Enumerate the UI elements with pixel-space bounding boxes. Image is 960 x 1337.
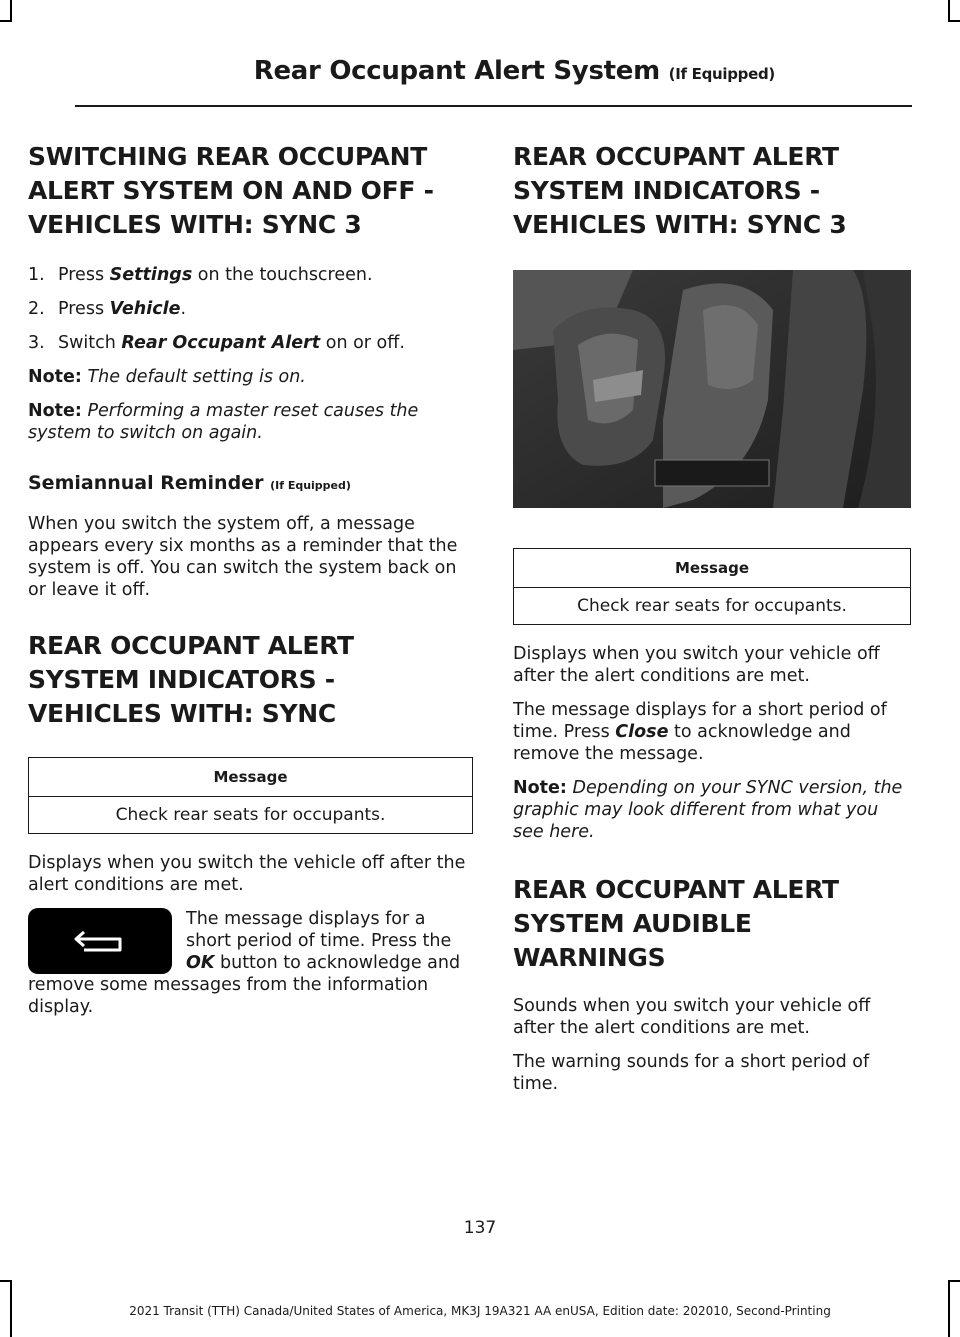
subheading-text: Semiannual Reminder [28, 472, 264, 494]
page-number: 137 [463, 1218, 497, 1238]
section-heading-indicators-sync: REAR OCCUPANT ALERT SYSTEM INDICATORS - VEHICLES WITH: SYNC [28, 631, 354, 728]
note-label: Note: [28, 367, 82, 387]
semiannual-body: When you switch the system off, a message appears every six months as a reminder that the system is off. You can switch the system back on or leave it off. [28, 514, 458, 600]
crop-mark [0, 1280, 12, 1282]
edition-line: 2021 Transit (TTH) Canada/United States of America, MK3J 19A321 AA enUSA, Edition date: 202010, Second-Printing [129, 1304, 831, 1318]
note-text: The default setting is on. [87, 367, 306, 387]
audible-body: Sounds when you switch your vehicle off after the alert conditions are met. [513, 996, 871, 1038]
right-column [513, 140, 911, 1095]
note-label: Note: [513, 778, 567, 798]
subheading-semiannual [28, 470, 473, 499]
section-heading-indicators-sync3: REAR OCCUPANT ALERT SYSTEM INDICATORS - VEHICLES WITH: SYNC 3 [513, 142, 847, 239]
ok-button-paragraph [28, 908, 473, 1018]
header-title-suffix: (If Equipped) [668, 65, 775, 83]
step-number: 1. [28, 265, 45, 285]
indicator-body: Displays when you switch your vehicle off after the alert conditions are met. [513, 644, 880, 686]
steps-list [28, 264, 473, 354]
step-text: on or off. [320, 333, 405, 353]
message-table [28, 757, 473, 834]
table-header: Message [514, 549, 911, 588]
crop-mark [948, 1280, 960, 1282]
body-text: to acknowledge and remove the message. [513, 722, 851, 764]
close-button-label: Close [615, 722, 669, 742]
header-title-text: Rear Occupant Alert System [253, 56, 660, 86]
step-item [28, 264, 473, 286]
step-emphasis: Rear Occupant Alert [121, 333, 321, 353]
crop-mark [948, 20, 960, 22]
note-master-reset [28, 400, 473, 444]
crop-mark [948, 0, 950, 22]
step-number: 3. [28, 333, 45, 353]
audible-body: The warning sounds for a short period of time. [513, 1052, 870, 1094]
section-heading-switching: SWITCHING REAR OCCUPANT ALERT SYSTEM ON AND OFF - VEHICLES WITH: SYNC 3 [28, 142, 434, 239]
step-item [28, 332, 473, 354]
note-text: Performing a master reset causes the system to switch on again. [28, 401, 419, 443]
crop-mark [0, 20, 12, 22]
step-text: Press [58, 299, 110, 319]
note-default [28, 366, 473, 388]
body-text: The message displays for a short period of time. Press [513, 700, 887, 742]
step-text: Press [58, 265, 110, 285]
return-arrow-icon [28, 908, 172, 974]
note-text: Depending on your SYNC version, the graphic may look different from what you see here. [513, 778, 903, 842]
close-paragraph [513, 699, 911, 765]
step-emphasis: Settings [109, 265, 193, 285]
step-text: Switch [58, 333, 122, 353]
message-table [513, 548, 911, 625]
subheading-suffix: (If Equipped) [270, 479, 351, 492]
table-cell: Check rear seats for occupants. [514, 588, 911, 625]
step-text: . [180, 299, 187, 319]
table-cell: Check rear seats for occupants. [29, 797, 473, 834]
note-sync-version [513, 777, 911, 843]
step-item [28, 298, 473, 320]
step-emphasis: Vehicle [109, 299, 181, 319]
body-text: The message displays for a short period of time. Press the [186, 909, 452, 951]
note-label: Note: [28, 401, 82, 421]
page-header-title [254, 56, 775, 86]
header-rule [75, 105, 912, 107]
rear-seat-photo [513, 270, 911, 508]
table-header: Message [29, 758, 473, 797]
step-number: 2. [28, 299, 45, 319]
ok-button-label: OK [186, 953, 215, 973]
crop-mark [10, 0, 12, 22]
body-text: button to acknowledge and remove some messages from the information display. [28, 953, 461, 1017]
indicator-body: Displays when you switch the vehicle off after the alert conditions are met. [28, 853, 466, 895]
left-column [28, 140, 473, 1018]
step-text: on the touchscreen. [192, 265, 373, 285]
section-heading-audible: REAR OCCUPANT ALERT SYSTEM AUDIBLE WARNINGS [513, 875, 839, 972]
